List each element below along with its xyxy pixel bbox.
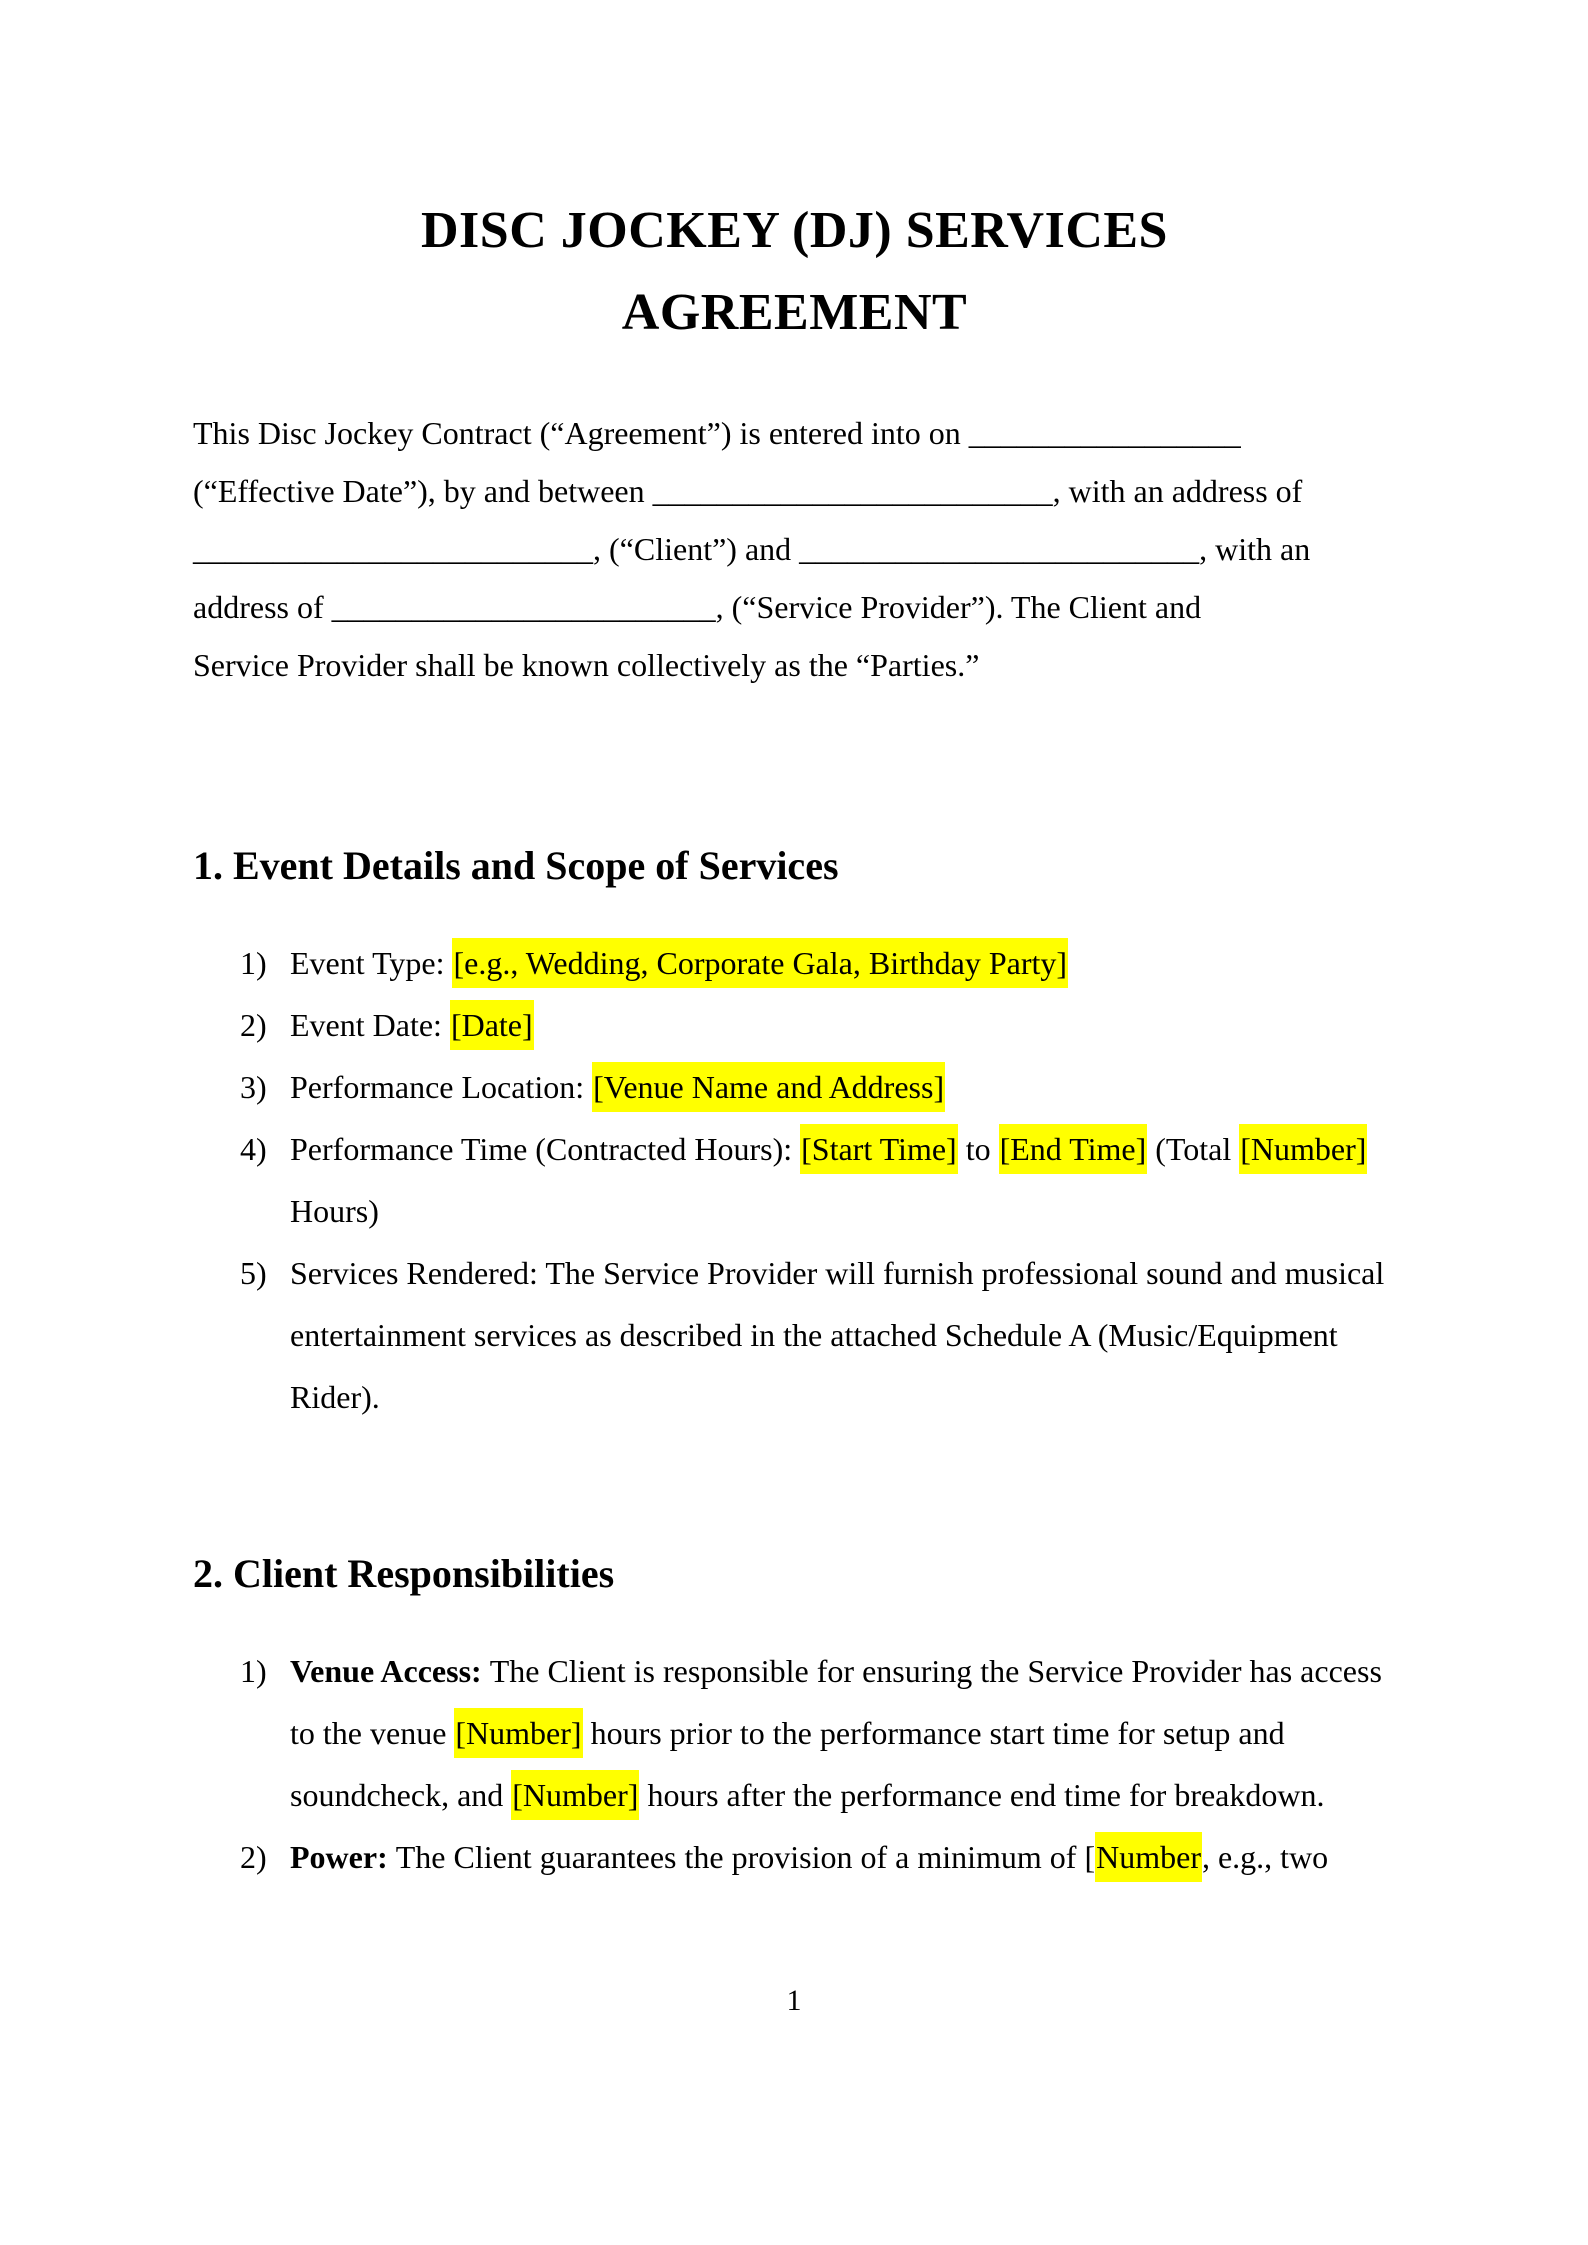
list-item-number: 1) [240,945,267,981]
list-item [240,1118,1396,1242]
intro-line: address of ________________________, (“Service Provider”). The Client and [193,589,1202,625]
list-item [240,1826,1396,1888]
highlighted-placeholder: [Start Time] [800,1124,958,1174]
list-item-text [290,1242,1396,1428]
intro-line: (“Effective Date”), by and between _________________________, with an address of [193,473,1303,509]
list-item [240,932,1396,994]
highlighted-placeholder: [Number] [1239,1124,1367,1174]
numbered-list [193,1640,1396,1888]
list-item [240,994,1396,1056]
list-item [240,1242,1396,1428]
list-item-text [290,1640,1396,1826]
list-item [240,1056,1396,1118]
section-heading: 1. Event Details and Scope of Services [193,843,839,888]
text-segment: The Client guarantees the provision of a minimum of [ [395,1839,1096,1875]
text-segment: (Total [1147,1131,1240,1167]
list-item-number: 4) [240,1131,267,1167]
text-segment: hours after the performance end time for breakdown. [639,1777,1325,1813]
page-number: 1 [786,1984,802,2017]
list-item-number: 3) [240,1069,267,1105]
highlighted-placeholder: [e.g., Wedding, Corporate Gala, Birthday Party] [452,938,1068,988]
text-segment: Power: [290,1839,396,1875]
text-segment: Services Rendered: The Service Provider will furnish professional sound and musical entertainment services as described in the attached Schedule A (Music/Equipment Rider). [290,1255,1385,1415]
text-segment: Event Type: [290,945,453,981]
highlighted-placeholder: [Number] [511,1770,639,1820]
text-segment: Event Date: [290,1007,450,1043]
highlighted-placeholder: Number [1095,1832,1202,1882]
list-item-text [290,1826,1396,1888]
list-item-text [290,1056,1396,1118]
intro-paragraph [193,404,1396,694]
list-item-text [290,994,1396,1056]
highlighted-placeholder: [Number] [454,1708,582,1758]
highlighted-placeholder: [Venue Name and Address] [592,1062,945,1112]
section-heading: 2. Client Responsibilities [193,1551,615,1596]
list-item [240,1640,1396,1826]
text-segment: to [957,1131,999,1167]
text-segment: Performance Time (Contracted Hours): [290,1131,801,1167]
text-segment: Hours) [290,1193,379,1229]
text-segment: Performance Location: [290,1069,593,1105]
list-item-text [290,932,1396,994]
text-segment: hours prior to the performance start time for setup and soundcheck, and [290,1715,1285,1813]
list-item-number: 5) [240,1255,267,1291]
highlighted-placeholder: [End Time] [999,1124,1148,1174]
section-event-details [193,840,1396,1428]
list-item-number: 1) [240,1653,267,1689]
document-title [193,190,1396,354]
text-segment: , e.g., two [1201,1839,1329,1875]
list-item-number: 2) [240,1839,267,1875]
intro-line: _________________________, (“Client”) and _________________________, with an [193,531,1311,567]
section-client-responsibilities [193,1548,1396,1888]
document-title-line: DISC JOCKEY (DJ) SERVICES [421,202,1168,259]
intro-line: Service Provider shall be known collectively as the “Parties.” [193,647,980,683]
numbered-list [193,932,1396,1428]
highlighted-placeholder: [Date] [450,1000,534,1050]
intro-line: This Disc Jockey Contract (“Agreement”) is entered into on _________________ [193,415,1241,451]
text-segment: The Client is responsible for ensuring the Service Provider has access to the venue [290,1653,1382,1751]
document-title-line: AGREEMENT [621,284,968,341]
text-segment: Venue Access: [290,1653,490,1689]
list-item-text [290,1118,1396,1242]
list-item-number: 2) [240,1007,267,1043]
